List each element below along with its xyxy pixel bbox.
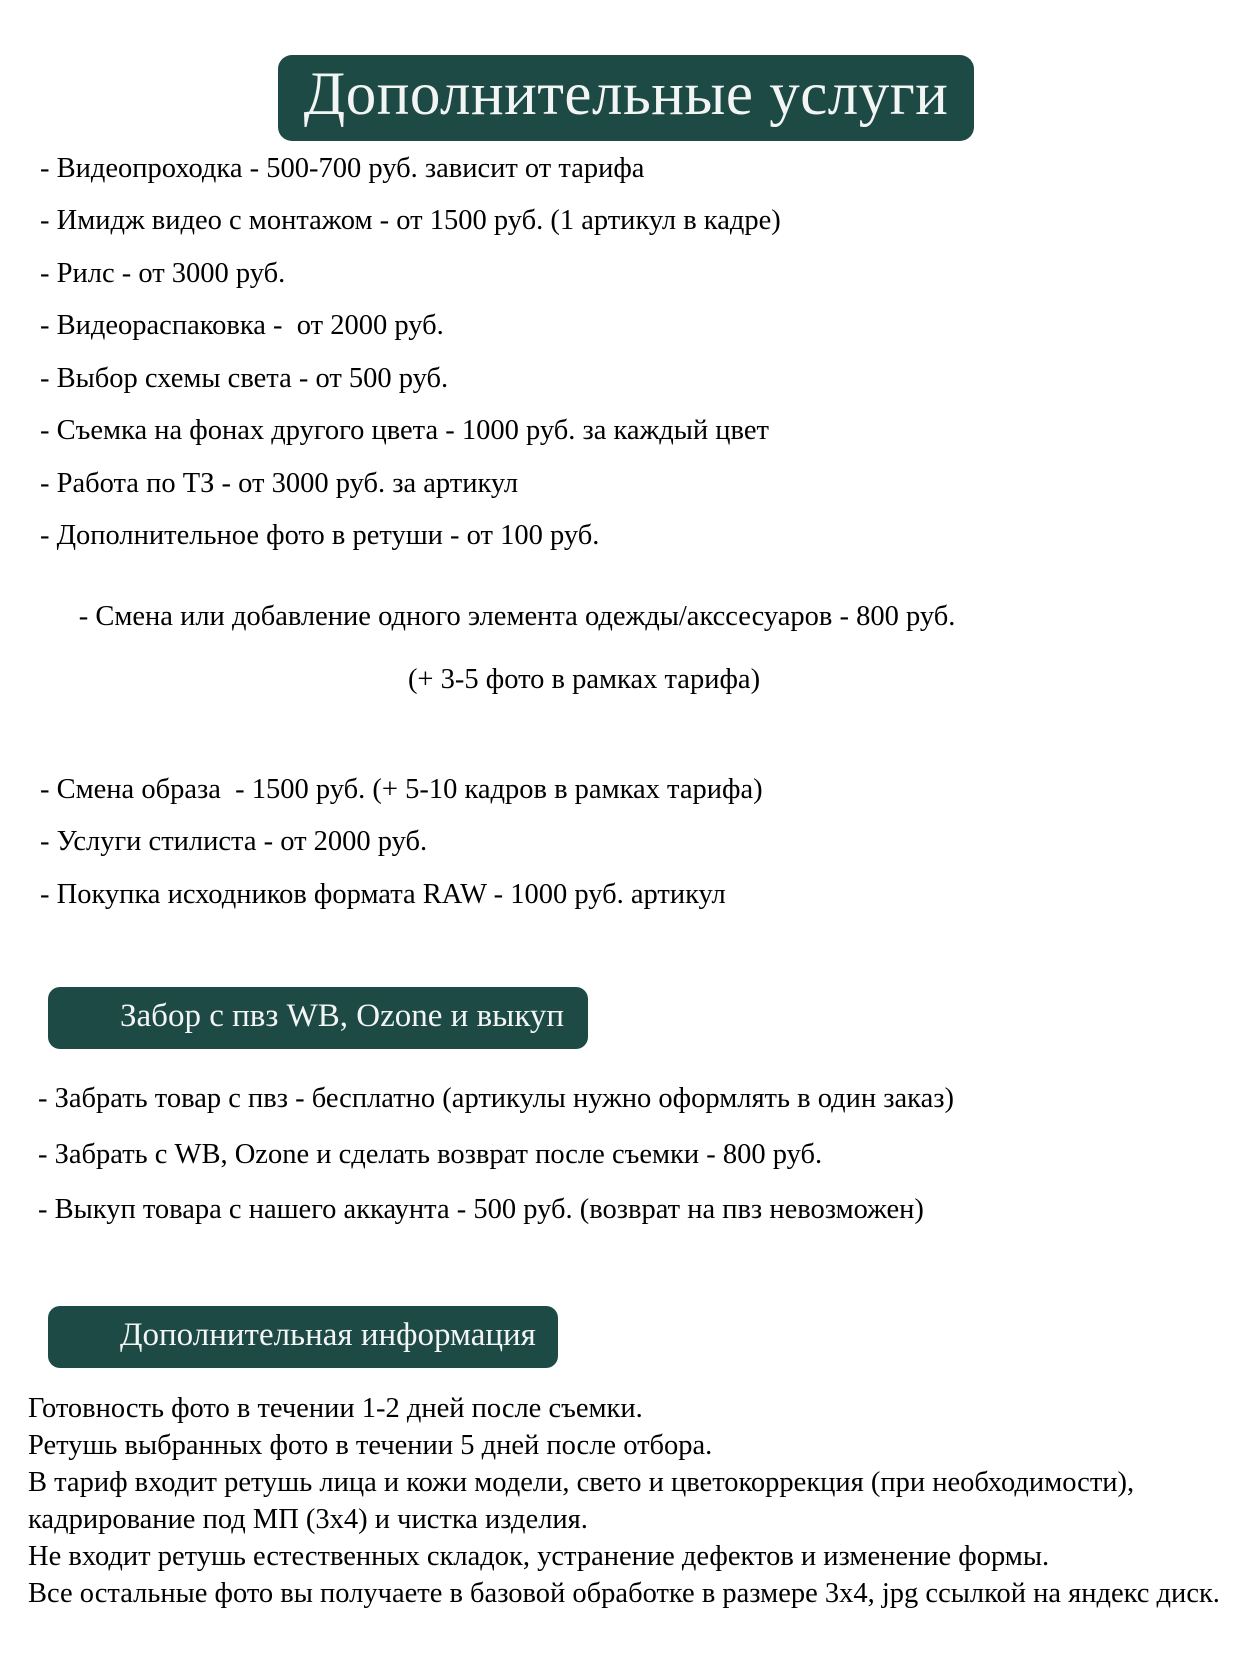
pickup-text: - Забрать товар с пвз - бесплатно (артикулы нужно оформлять в один заказ) bbox=[38, 1083, 954, 1115]
service-text: - Дополнительное фото в ретуши - от 100 руб. bbox=[40, 520, 600, 552]
list-item bbox=[0, 575, 1252, 752]
list-item bbox=[0, 828, 1252, 857]
list-item bbox=[0, 1138, 1252, 1170]
service-text: - Видеораспаковка - от 2000 руб. bbox=[40, 310, 444, 342]
service-text: - Рилс - от 3000 руб. bbox=[40, 257, 286, 289]
info-paragraph: Готовность фото в течении 1-2 дней после съемки. bbox=[28, 1392, 643, 1424]
info-paragraph: Ретушь выбранных фото в течении 5 дней после отбора. bbox=[28, 1430, 713, 1462]
list-item bbox=[0, 257, 1252, 289]
info-paragraph: В тариф входит ретушь лица и кожи модели, свето и цветокоррекция (при необходимости), кадрирование под МП (3х4) и чистка изделия. bbox=[28, 1467, 1135, 1536]
pickup-text: - Выкуп товара с нашего аккаунта - 500 руб. (возврат на пвз невозможен) bbox=[38, 1194, 924, 1226]
page-title-container bbox=[0, 0, 1252, 141]
list-item bbox=[0, 522, 1252, 551]
service-text: - Работа по ТЗ - от 3000 руб. за артикул bbox=[40, 467, 519, 499]
spacer bbox=[0, 1049, 1252, 1085]
service-text: - Смена образа - 1500 руб. (+ 5-10 кадров в рамках тарифа) bbox=[40, 773, 763, 805]
list-item bbox=[0, 417, 1252, 446]
pickup-text: - Забрать с WB, Ozone и сделать возврат после съемки - 800 руб. bbox=[38, 1138, 823, 1170]
spacer bbox=[0, 933, 1252, 987]
service-text: - Видеопроходка - 500-700 руб. зависит от тарифа bbox=[40, 152, 645, 184]
list-item bbox=[0, 152, 1252, 184]
spacer bbox=[0, 1252, 1252, 1306]
services-list bbox=[0, 152, 1252, 910]
spacer bbox=[0, 1368, 1252, 1390]
list-item bbox=[0, 467, 1252, 499]
list-item bbox=[0, 1196, 1252, 1225]
info-paragraph: Не входит ретушь естественных складок, устранение дефектов и изменение формы. bbox=[28, 1541, 1050, 1573]
list-item bbox=[0, 362, 1252, 394]
service-text: - Смена или добавление одного элемента одежды/акссесуаров - 800 руб. bbox=[78, 601, 956, 633]
service-text: - Выбор схемы света - от 500 руб. bbox=[40, 362, 449, 394]
list-item bbox=[0, 312, 1252, 341]
section-header-extra-info: Дополнительная информация bbox=[48, 1306, 558, 1368]
service-text: - Услуги стилиста - от 2000 руб. bbox=[40, 826, 428, 858]
service-text: - Съемка на фонах другого цвета - 1000 руб. за каждый цвет bbox=[40, 415, 769, 447]
service-subline: (+ 3-5 фото в рамках тарифа) bbox=[407, 664, 761, 696]
pickup-list bbox=[0, 1085, 1252, 1225]
list-item bbox=[0, 773, 1252, 805]
section-header-pickup: Забор с пвз WB, Ozone и выкуп bbox=[48, 987, 588, 1049]
page-title: Дополнительные услуги bbox=[278, 55, 975, 141]
service-text: - Покупка исходников формата RAW - 1000 руб. артикул bbox=[40, 878, 726, 910]
info-paragraph: Все остальные фото вы получаете в базовой обработке в размере 3х4, jpg ссылкой на яндекс диск. bbox=[28, 1578, 1220, 1610]
list-item bbox=[0, 207, 1252, 236]
list-item bbox=[0, 878, 1252, 910]
service-text: - Имидж видео с монтажом - от 1500 руб. (1 артикул в кадре) bbox=[40, 205, 781, 237]
list-item bbox=[0, 1085, 1252, 1114]
extra-info-block bbox=[0, 1390, 1252, 1612]
